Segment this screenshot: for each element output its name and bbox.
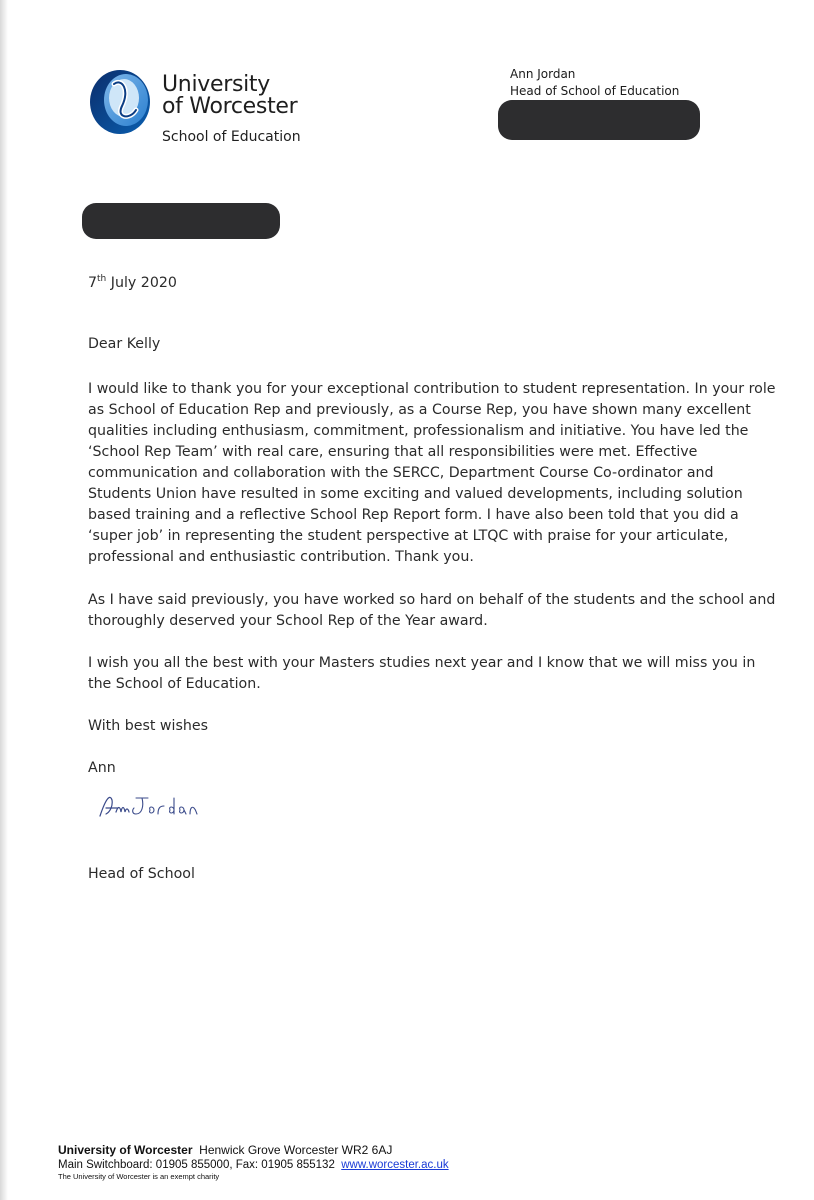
redacted-recipient-address <box>82 203 280 239</box>
letter-signoff-name: Ann <box>88 760 116 777</box>
page-edge-shadow <box>0 0 8 1200</box>
logo-line-1: University <box>162 72 270 97</box>
letter-greeting: Dear Kelly <box>88 336 161 353</box>
footer-address: Henwick Grove Worcester WR2 6AJ <box>199 1143 393 1157</box>
handwritten-signature <box>96 788 216 824</box>
university-emblem-icon <box>86 62 156 142</box>
logo-line-2: of Worcester <box>162 94 298 119</box>
footer-contact-line <box>58 1158 449 1172</box>
sender-title: Head of School of Education <box>510 84 680 98</box>
footer-address-line <box>58 1143 449 1158</box>
logo-subtitle: School of Education <box>162 129 301 145</box>
letter-signatory-role: Head of School <box>88 866 195 883</box>
letter-closing: With best wishes <box>88 718 208 735</box>
footer-charity-note: The University of Worcester is an exempt charity <box>58 1172 220 1181</box>
letter-paragraph: I would like to thank you for your exceptional contribution to student representation. In your role as School of Education Rep and previously, as a Course Rep, you have shown many excellent qualities including enthusiasm, commitment, professionalism and initiative. You have led the ‘School Rep Team’ with real care, ensuring that all responsibilities were met. Effective communication and collaboration with the SERCC, Department Course Co-ordinator and Students Union have resulted in some exciting and valued developments, including solution based training and a reflective School Rep Report form. I have also been told that you did a ‘super job’ in representing the student perspective at LTQC with praise for your articulate, professional and enthusiastic contribution. Thank you. <box>88 381 776 566</box>
footer-contact: Main Switchboard: 01905 855000, Fax: 01905 855132 <box>58 1159 335 1171</box>
letter-paragraph: I wish you all the best with your Masters studies next year and I know that we will miss you in the School of Education. <box>88 655 756 693</box>
footer-website-link[interactable]: www.worcester.ac.uk <box>341 1159 449 1171</box>
letter-date: 7th July 2020 <box>88 274 177 292</box>
redacted-contact-block <box>498 100 700 140</box>
letterhead-footer <box>58 1143 449 1182</box>
university-logo <box>86 62 316 152</box>
footer-org: University of Worcester <box>58 1143 193 1157</box>
sender-block <box>510 66 679 100</box>
letter-paragraph: As I have said previously, you have worked so hard on behalf of the students and the school and thoroughly deserved your School Rep of the Year award. <box>88 592 776 630</box>
sender-name: Ann Jordan <box>510 67 576 81</box>
